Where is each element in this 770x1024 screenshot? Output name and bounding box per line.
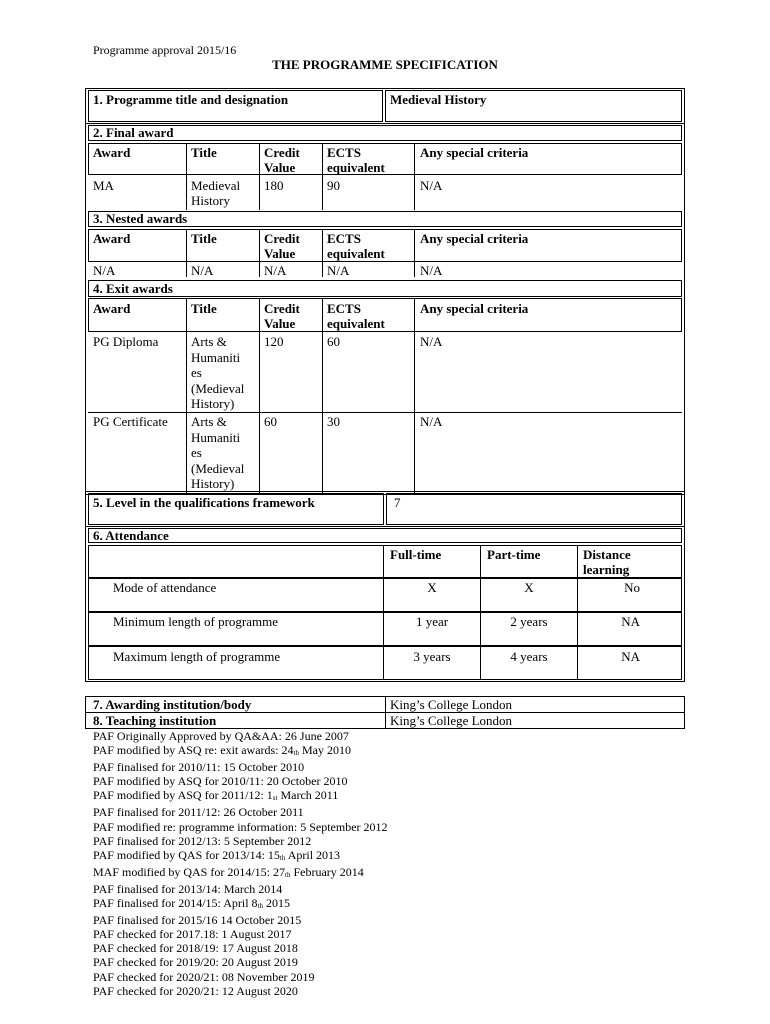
attendance-label: 6. Attendance	[93, 528, 169, 543]
section-2-label-cell	[88, 125, 682, 141]
final-award-name: MA	[93, 178, 114, 193]
attendance-distance: NA	[621, 614, 640, 629]
log-text: 2015	[263, 896, 291, 911]
criteria-header: Any special criteria	[420, 145, 529, 160]
exit-award-criteria: N/A	[420, 414, 443, 429]
revision-log-entry	[93, 805, 388, 819]
credit-header-line1: Credit	[264, 145, 300, 160]
log-text: PAF checked for 2017.18: 1 August 2017	[93, 927, 292, 942]
attendance-row-label: Minimum length of programme	[113, 614, 279, 629]
programme-title-value: Medieval History	[390, 92, 487, 107]
criteria-header: Any special criteria	[420, 231, 529, 246]
ordinal-suffix: th	[285, 870, 291, 879]
ects-header-line1: ECTS	[327, 231, 361, 246]
attendance-distance: No	[624, 580, 640, 595]
section-4-header-row	[88, 298, 682, 332]
revision-log-entry	[93, 882, 388, 896]
section-2-header-row	[88, 143, 682, 175]
ects-header-line2: equivalent	[327, 160, 385, 175]
log-text: February 2014	[290, 864, 364, 879]
award-header: Award	[93, 301, 131, 316]
revision-log-entry	[93, 760, 388, 774]
attendance-part-time: 2 years	[510, 614, 548, 629]
revision-log-entry	[93, 774, 388, 788]
attendance-part-time: 4 years	[510, 649, 548, 664]
revision-log-entry	[93, 788, 388, 805]
revision-log-entry	[93, 913, 388, 927]
revision-log-entry	[93, 941, 388, 955]
distance-learning-header-line1: Distance	[583, 547, 631, 562]
log-text: PAF finalised for 2012/13: 5 September 2012	[93, 833, 312, 848]
log-text: PAF finalised for 2015/16 14 October 2015	[93, 913, 302, 928]
log-text: PAF modified by ASQ for 2010/11: 20 October 2010	[93, 774, 348, 789]
log-text: MAF modified by QAS for 2014/15: 27	[93, 864, 285, 879]
log-text: PAF checked for 2018/19: 17 August 2018	[93, 941, 298, 956]
award-header: Award	[93, 145, 131, 160]
attendance-row-label: Mode of attendance	[113, 580, 217, 595]
award-header: Award	[93, 231, 131, 246]
exit-award-title-line: History)	[191, 396, 235, 411]
final-award-title-line2: History	[191, 193, 230, 208]
exit-awards-label: 4. Exit awards	[93, 281, 173, 296]
credit-header-line1: Credit	[264, 301, 300, 316]
ordinal-suffix: th	[293, 749, 300, 758]
ordinal-suffix: th	[257, 902, 264, 911]
full-time-header: Full-time	[390, 547, 442, 562]
log-text: PAF modified by ASQ for 2011/12: 1	[93, 788, 273, 803]
attendance-full-time: 3 years	[413, 649, 451, 664]
exit-award-title-line: (Medieval	[191, 460, 245, 476]
programme-title-label: 1. Programme title and designation	[93, 92, 289, 107]
attendance-row-label: Maximum length of programme	[113, 649, 281, 664]
final-award-label: 2. Final award	[93, 125, 174, 140]
teaching-institution-label: 8. Teaching institution	[93, 713, 217, 728]
log-text: PAF modified by QAS for 2013/14: 15	[93, 847, 280, 862]
exit-award-title-line: History)	[191, 476, 235, 491]
log-text: PAF modified re: programme information: 5 September 2012	[93, 819, 388, 834]
section-3-header-row	[88, 229, 682, 262]
credit-header-line1: Credit	[264, 231, 300, 246]
revision-log-entry	[93, 865, 388, 882]
exit-award-title-line: Arts &	[191, 334, 227, 349]
log-text: PAF Originally Approved by QA&AA: 26 June 2007	[93, 729, 349, 743]
exit-award-name: PG Certificate	[93, 414, 168, 429]
ordinal-suffix: th	[279, 853, 286, 862]
exit-award-credit: 60	[264, 414, 277, 429]
log-text: May 2010	[299, 743, 352, 758]
nested-award-credit: N/A	[264, 263, 287, 278]
revision-log-entry	[93, 896, 388, 913]
title-header: Title	[191, 231, 217, 246]
criteria-header: Any special criteria	[420, 301, 529, 316]
exit-award-credit: 120	[264, 334, 284, 349]
nested-award-criteria: N/A	[420, 263, 443, 278]
ects-header-line1: ECTS	[327, 145, 361, 160]
distance-learning-header-line2: learning	[583, 562, 630, 577]
title-header: Title	[191, 301, 217, 316]
log-text: PAF checked for 2020/21: 12 August 2020	[93, 983, 298, 998]
ects-header-line2: equivalent	[327, 246, 385, 261]
exit-award-title-line: Humaniti	[191, 349, 241, 365]
log-text: PAF checked for 2020/21: 08 November 2019	[93, 969, 315, 984]
log-text: PAF finalised for 2010/11: 15 October 2010	[93, 760, 305, 775]
exit-award-ects: 30	[327, 414, 340, 429]
ects-header-line2: equivalent	[327, 316, 385, 331]
credit-header-line2: Value	[264, 246, 296, 261]
section-5-value-cell	[386, 493, 682, 525]
credit-header-line2: Value	[264, 160, 296, 175]
awarding-institution-label: 7. Awarding institution/body	[93, 697, 252, 712]
exit-award-title-line: (Medieval	[191, 380, 245, 396]
revision-log-entry	[93, 927, 388, 941]
final-award-credit: 180	[264, 178, 284, 193]
running-header: Programme approval 2015/16	[93, 43, 237, 57]
exit-award-title-line: es	[191, 365, 202, 380]
final-award-ects: 90	[327, 178, 340, 193]
revision-log	[93, 729, 388, 998]
revision-log-entry	[93, 848, 388, 865]
log-text: PAF finalised for 2011/12: 26 October 2011	[93, 805, 304, 820]
section-6-label-cell	[88, 528, 682, 543]
exit-award-criteria: N/A	[420, 334, 443, 349]
nested-awards-label: 3. Nested awards	[93, 211, 188, 226]
log-text: PAF finalised for 2013/14: March 2014	[93, 881, 283, 896]
exit-award-title-line: es	[191, 445, 202, 460]
ordinal-suffix: st	[272, 794, 278, 803]
document-title: THE PROGRAMME SPECIFICATION	[272, 57, 498, 72]
exit-award-ects: 60	[327, 334, 340, 349]
log-text: April 2013	[285, 847, 341, 862]
nested-award-title: N/A	[191, 263, 214, 278]
revision-log-entry	[93, 955, 388, 969]
attendance-full-time: 1 year	[415, 614, 449, 629]
revision-log-entry	[93, 820, 388, 834]
final-award-title-line1: Medieval	[191, 178, 241, 193]
title-header: Title	[191, 145, 217, 160]
revision-log-entry	[93, 834, 388, 848]
nested-award-ects: N/A	[327, 263, 350, 278]
log-text: March 2011	[277, 788, 339, 803]
attendance-distance: NA	[621, 649, 640, 664]
qualification-level-value: 7	[394, 495, 401, 510]
qualification-level-label: 5. Level in the qualifications framework	[93, 495, 315, 510]
section-4-label-cell	[88, 280, 682, 297]
log-text: PAF modified by ASQ re: exit awards: 24	[93, 743, 294, 758]
awarding-institution-value: King’s College London	[390, 697, 513, 712]
nested-award-name: N/A	[93, 263, 116, 278]
attendance-full-time: X	[427, 580, 437, 595]
revision-log-entry	[93, 743, 388, 760]
revision-log-entry	[93, 729, 388, 743]
attendance-part-time: X	[524, 580, 534, 595]
credit-header-line2: Value	[264, 316, 296, 331]
exit-award-title-line: Humaniti	[191, 429, 241, 445]
part-time-header: Part-time	[487, 547, 541, 562]
exit-award-name: PG Diploma	[93, 334, 159, 349]
teaching-institution-value: King’s College London	[390, 713, 513, 728]
ects-header-line1: ECTS	[327, 301, 361, 316]
exit-award-title-line: Arts &	[191, 414, 227, 429]
log-text: PAF checked for 2019/20: 20 August 2019	[93, 955, 298, 970]
revision-log-entry	[93, 984, 388, 998]
log-text: PAF finalised for 2014/15: April 8	[93, 896, 258, 911]
final-award-criteria: N/A	[420, 178, 443, 193]
revision-log-entry	[93, 970, 388, 984]
